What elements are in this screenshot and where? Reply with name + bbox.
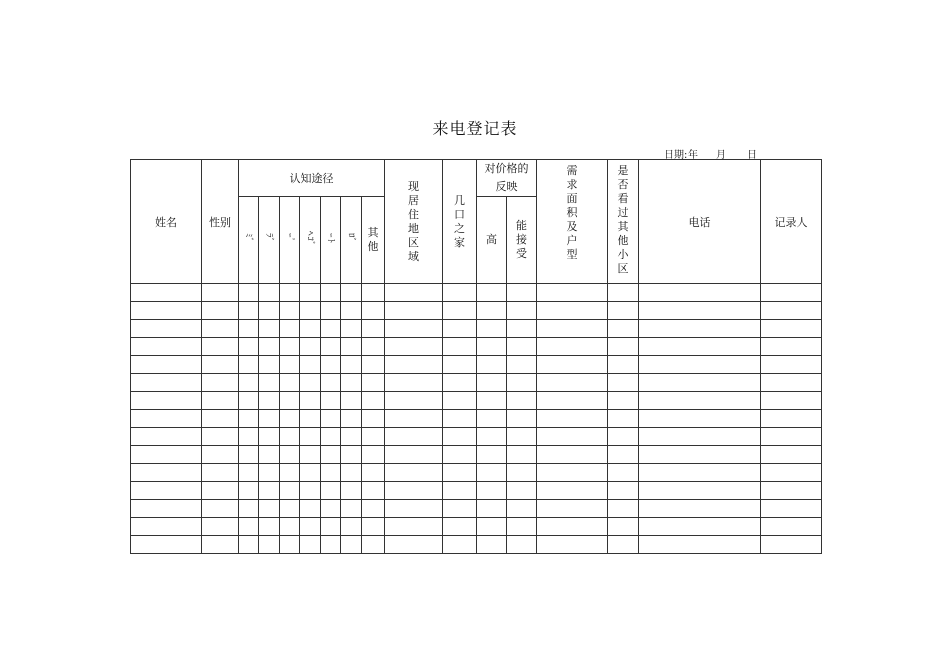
table-cell[interactable] bbox=[477, 500, 507, 518]
table-cell[interactable] bbox=[341, 518, 362, 536]
table-cell[interactable] bbox=[131, 446, 202, 464]
table-cell[interactable] bbox=[761, 428, 822, 446]
table-cell[interactable] bbox=[131, 482, 202, 500]
table-cell[interactable] bbox=[202, 446, 239, 464]
table-cell[interactable] bbox=[259, 446, 280, 464]
table-cell[interactable] bbox=[300, 518, 321, 536]
table-cell[interactable] bbox=[761, 500, 822, 518]
table-cell[interactable] bbox=[341, 482, 362, 500]
table-cell[interactable] bbox=[477, 374, 507, 392]
header-price-high: 高 bbox=[477, 197, 507, 284]
table-cell[interactable] bbox=[761, 374, 822, 392]
table-cell[interactable] bbox=[131, 500, 202, 518]
table-cell[interactable] bbox=[280, 428, 300, 446]
table-cell[interactable] bbox=[362, 302, 385, 320]
table-cell[interactable] bbox=[477, 392, 507, 410]
table-cell[interactable] bbox=[300, 284, 321, 302]
table-cell[interactable] bbox=[259, 518, 280, 536]
table-cell[interactable] bbox=[537, 284, 608, 302]
table-cell[interactable] bbox=[362, 338, 385, 356]
table-cell[interactable] bbox=[202, 356, 239, 374]
table-cell[interactable] bbox=[300, 446, 321, 464]
table-cell[interactable] bbox=[131, 410, 202, 428]
table-cell[interactable] bbox=[280, 320, 300, 338]
date-day: 日 bbox=[747, 150, 757, 161]
table-cell[interactable] bbox=[507, 410, 537, 428]
table-cell[interactable] bbox=[443, 500, 477, 518]
table-cell[interactable] bbox=[239, 482, 259, 500]
table-cell[interactable] bbox=[259, 482, 280, 500]
table-cell[interactable] bbox=[239, 410, 259, 428]
table-cell[interactable] bbox=[385, 446, 443, 464]
table-row bbox=[131, 410, 822, 428]
table-cell[interactable] bbox=[280, 392, 300, 410]
table-cell[interactable] bbox=[362, 392, 385, 410]
table-cell[interactable] bbox=[259, 536, 280, 554]
table-cell[interactable] bbox=[341, 374, 362, 392]
table-cell[interactable] bbox=[341, 284, 362, 302]
table-cell[interactable] bbox=[202, 536, 239, 554]
page-title: 来电登记表 bbox=[432, 119, 518, 138]
table-cell[interactable] bbox=[537, 464, 608, 482]
table-cell[interactable] bbox=[507, 518, 537, 536]
table-cell[interactable] bbox=[507, 464, 537, 482]
table-cell[interactable] bbox=[761, 338, 822, 356]
date-year: 年 bbox=[688, 150, 698, 161]
header-residence: 现居住地区域 bbox=[385, 160, 443, 284]
table-cell[interactable] bbox=[608, 500, 639, 518]
header-channel-4: ﾍｺﾞ bbox=[300, 197, 321, 284]
table-cell[interactable] bbox=[761, 320, 822, 338]
table-cell[interactable] bbox=[639, 428, 761, 446]
table-cell[interactable] bbox=[477, 482, 507, 500]
table-cell[interactable] bbox=[300, 392, 321, 410]
table-cell[interactable] bbox=[761, 302, 822, 320]
table-cell[interactable] bbox=[321, 518, 341, 536]
table-cell[interactable] bbox=[202, 392, 239, 410]
table-cell[interactable] bbox=[443, 338, 477, 356]
header-price-group: 对价格的反映 bbox=[477, 160, 537, 197]
date-month: 月 bbox=[716, 150, 726, 161]
table-cell[interactable] bbox=[131, 302, 202, 320]
table-cell[interactable] bbox=[321, 356, 341, 374]
table-cell[interactable] bbox=[341, 428, 362, 446]
table-row bbox=[131, 320, 822, 338]
header-channel-group: 认知途径 bbox=[239, 160, 385, 197]
table-cell[interactable] bbox=[321, 446, 341, 464]
table-cell[interactable] bbox=[321, 464, 341, 482]
table-cell[interactable] bbox=[507, 392, 537, 410]
table-body bbox=[131, 284, 822, 554]
table-cell[interactable] bbox=[639, 482, 761, 500]
table-cell[interactable] bbox=[341, 500, 362, 518]
table-cell[interactable] bbox=[385, 482, 443, 500]
table-cell[interactable] bbox=[385, 536, 443, 554]
table-cell[interactable] bbox=[202, 374, 239, 392]
table-cell[interactable] bbox=[321, 392, 341, 410]
table-cell[interactable] bbox=[608, 374, 639, 392]
table-cell[interactable] bbox=[259, 464, 280, 482]
table-cell[interactable] bbox=[341, 392, 362, 410]
table-cell[interactable] bbox=[341, 320, 362, 338]
table-row bbox=[131, 482, 822, 500]
table-cell[interactable] bbox=[239, 320, 259, 338]
table-cell[interactable] bbox=[761, 536, 822, 554]
table-cell[interactable] bbox=[639, 302, 761, 320]
table-cell[interactable] bbox=[300, 338, 321, 356]
table-cell[interactable] bbox=[239, 302, 259, 320]
table-cell[interactable] bbox=[608, 464, 639, 482]
table-cell[interactable] bbox=[131, 284, 202, 302]
table-cell[interactable] bbox=[443, 320, 477, 338]
table-cell[interactable] bbox=[321, 500, 341, 518]
table-cell[interactable] bbox=[537, 392, 608, 410]
table-cell[interactable] bbox=[608, 356, 639, 374]
table-cell[interactable] bbox=[362, 482, 385, 500]
table-cell[interactable] bbox=[639, 338, 761, 356]
table-cell[interactable] bbox=[443, 302, 477, 320]
table-cell[interactable] bbox=[280, 536, 300, 554]
table-cell[interactable] bbox=[259, 320, 280, 338]
table-cell[interactable] bbox=[761, 410, 822, 428]
table-cell[interactable] bbox=[259, 500, 280, 518]
table-row bbox=[131, 518, 822, 536]
table-cell[interactable] bbox=[608, 320, 639, 338]
table-cell[interactable] bbox=[761, 392, 822, 410]
table-cell[interactable] bbox=[477, 536, 507, 554]
table-cell[interactable] bbox=[477, 284, 507, 302]
table-cell[interactable] bbox=[239, 284, 259, 302]
header-channel-2: ﾗﾞ bbox=[259, 197, 280, 284]
table-cell[interactable] bbox=[639, 464, 761, 482]
table-cell[interactable] bbox=[202, 410, 239, 428]
table-cell[interactable] bbox=[477, 446, 507, 464]
table-cell[interactable] bbox=[639, 500, 761, 518]
table-cell[interactable] bbox=[202, 464, 239, 482]
table-cell[interactable] bbox=[443, 482, 477, 500]
table-cell[interactable] bbox=[507, 284, 537, 302]
table-cell[interactable] bbox=[507, 536, 537, 554]
table-cell[interactable] bbox=[131, 428, 202, 446]
table-cell[interactable] bbox=[443, 464, 477, 482]
table-cell[interactable] bbox=[321, 482, 341, 500]
table-cell[interactable] bbox=[341, 464, 362, 482]
table-cell[interactable] bbox=[259, 284, 280, 302]
table-cell[interactable] bbox=[202, 338, 239, 356]
table-cell[interactable] bbox=[300, 536, 321, 554]
table-cell[interactable] bbox=[280, 374, 300, 392]
table-cell[interactable] bbox=[239, 500, 259, 518]
table-cell[interactable] bbox=[507, 320, 537, 338]
table-cell[interactable] bbox=[202, 518, 239, 536]
table-cell[interactable] bbox=[280, 338, 300, 356]
table-cell[interactable] bbox=[300, 302, 321, 320]
table-cell[interactable] bbox=[280, 410, 300, 428]
table-cell[interactable] bbox=[131, 536, 202, 554]
table-cell[interactable] bbox=[443, 392, 477, 410]
table-cell[interactable] bbox=[477, 428, 507, 446]
table-cell[interactable] bbox=[537, 374, 608, 392]
table-cell[interactable] bbox=[239, 392, 259, 410]
header-visited-other: 是否看过其他小区 bbox=[608, 160, 639, 284]
table-row bbox=[131, 284, 822, 302]
table-cell[interactable] bbox=[761, 356, 822, 374]
table-cell[interactable] bbox=[131, 518, 202, 536]
table-cell[interactable] bbox=[239, 464, 259, 482]
table-cell[interactable] bbox=[639, 320, 761, 338]
table-cell[interactable] bbox=[537, 446, 608, 464]
table-cell[interactable] bbox=[385, 464, 443, 482]
table-cell[interactable] bbox=[321, 410, 341, 428]
table-cell[interactable] bbox=[280, 482, 300, 500]
table-cell[interactable] bbox=[341, 338, 362, 356]
table-cell[interactable] bbox=[280, 446, 300, 464]
table-cell[interactable] bbox=[761, 284, 822, 302]
table-cell[interactable] bbox=[362, 446, 385, 464]
table-cell[interactable] bbox=[761, 446, 822, 464]
table-cell[interactable] bbox=[385, 356, 443, 374]
table-cell[interactable] bbox=[362, 410, 385, 428]
table-row bbox=[131, 392, 822, 410]
table-row bbox=[131, 500, 822, 518]
table-cell[interactable] bbox=[239, 338, 259, 356]
table-row bbox=[131, 446, 822, 464]
table-cell[interactable] bbox=[761, 464, 822, 482]
table-cell[interactable] bbox=[321, 428, 341, 446]
table-cell[interactable] bbox=[280, 518, 300, 536]
table-cell[interactable] bbox=[362, 518, 385, 536]
table-cell[interactable] bbox=[300, 374, 321, 392]
table-cell[interactable] bbox=[608, 428, 639, 446]
table-cell[interactable] bbox=[131, 374, 202, 392]
table-cell[interactable] bbox=[341, 446, 362, 464]
table-cell[interactable] bbox=[507, 428, 537, 446]
table-cell[interactable] bbox=[385, 500, 443, 518]
table-cell[interactable] bbox=[608, 536, 639, 554]
table-cell[interactable] bbox=[259, 428, 280, 446]
table-cell[interactable] bbox=[259, 302, 280, 320]
table-cell[interactable] bbox=[300, 320, 321, 338]
table-cell[interactable] bbox=[537, 518, 608, 536]
table-cell[interactable] bbox=[131, 392, 202, 410]
table-cell[interactable] bbox=[477, 320, 507, 338]
table-cell[interactable] bbox=[321, 374, 341, 392]
table-cell[interactable] bbox=[321, 536, 341, 554]
table-cell[interactable] bbox=[537, 500, 608, 518]
table-cell[interactable] bbox=[639, 410, 761, 428]
table-cell[interactable] bbox=[639, 446, 761, 464]
table-cell[interactable] bbox=[202, 428, 239, 446]
table-cell[interactable] bbox=[443, 446, 477, 464]
table-row bbox=[131, 428, 822, 446]
table-cell[interactable] bbox=[443, 374, 477, 392]
table-cell[interactable] bbox=[239, 356, 259, 374]
table-cell[interactable] bbox=[131, 464, 202, 482]
table-cell[interactable] bbox=[131, 338, 202, 356]
table-cell[interactable] bbox=[761, 518, 822, 536]
table-cell[interactable] bbox=[321, 302, 341, 320]
table-cell[interactable] bbox=[537, 356, 608, 374]
table-cell[interactable] bbox=[362, 428, 385, 446]
table-cell[interactable] bbox=[280, 500, 300, 518]
table-cell[interactable] bbox=[537, 536, 608, 554]
table-cell[interactable] bbox=[385, 428, 443, 446]
table-cell[interactable] bbox=[477, 518, 507, 536]
table-cell[interactable] bbox=[608, 518, 639, 536]
header-recorder: 记录人 bbox=[761, 160, 822, 284]
table-cell[interactable] bbox=[385, 338, 443, 356]
table-cell[interactable] bbox=[608, 302, 639, 320]
table-row bbox=[131, 302, 822, 320]
table-cell[interactable] bbox=[239, 428, 259, 446]
header-channel-3: ｰﾟ bbox=[280, 197, 300, 284]
table-cell[interactable] bbox=[300, 410, 321, 428]
table-cell[interactable] bbox=[608, 446, 639, 464]
table-cell[interactable] bbox=[385, 302, 443, 320]
table-cell[interactable] bbox=[443, 410, 477, 428]
table-cell[interactable] bbox=[259, 356, 280, 374]
header-name: 姓名 bbox=[131, 160, 202, 284]
table-cell[interactable] bbox=[362, 284, 385, 302]
table-row bbox=[131, 356, 822, 374]
registration-table bbox=[130, 159, 822, 554]
header-channel-1: ﾐﾞ bbox=[239, 197, 259, 284]
header-price-acceptable: 能接受 bbox=[507, 197, 537, 284]
table-cell[interactable] bbox=[443, 284, 477, 302]
header-channel-6: ﾛﾞ bbox=[341, 197, 362, 284]
table-cell[interactable] bbox=[537, 482, 608, 500]
header-demand: 需求面积及户型 bbox=[537, 160, 608, 284]
table-cell[interactable] bbox=[639, 356, 761, 374]
table-cell[interactable] bbox=[507, 374, 537, 392]
table-cell[interactable] bbox=[280, 464, 300, 482]
table-cell[interactable] bbox=[321, 284, 341, 302]
table-cell[interactable] bbox=[537, 428, 608, 446]
table-cell[interactable] bbox=[639, 536, 761, 554]
table-cell[interactable] bbox=[507, 338, 537, 356]
table-cell[interactable] bbox=[280, 284, 300, 302]
table-cell[interactable] bbox=[239, 536, 259, 554]
table-cell[interactable] bbox=[259, 338, 280, 356]
table-cell[interactable] bbox=[239, 446, 259, 464]
table-cell[interactable] bbox=[608, 338, 639, 356]
table-cell[interactable] bbox=[321, 338, 341, 356]
table-cell[interactable] bbox=[131, 320, 202, 338]
table-cell[interactable] bbox=[443, 536, 477, 554]
table-cell[interactable] bbox=[608, 410, 639, 428]
table-cell[interactable] bbox=[385, 410, 443, 428]
table-cell[interactable] bbox=[507, 356, 537, 374]
table-cell[interactable] bbox=[341, 536, 362, 554]
table-cell[interactable] bbox=[362, 374, 385, 392]
table-cell[interactable] bbox=[259, 410, 280, 428]
table-cell[interactable] bbox=[537, 410, 608, 428]
table-cell[interactable] bbox=[239, 518, 259, 536]
table-cell[interactable] bbox=[639, 518, 761, 536]
date-label: 日期: bbox=[664, 150, 688, 161]
table-cell[interactable] bbox=[639, 284, 761, 302]
table-cell[interactable] bbox=[280, 302, 300, 320]
table-cell[interactable] bbox=[385, 392, 443, 410]
table-cell[interactable] bbox=[477, 302, 507, 320]
table-cell[interactable] bbox=[362, 464, 385, 482]
table-cell[interactable] bbox=[300, 356, 321, 374]
table-cell[interactable] bbox=[477, 356, 507, 374]
table-cell[interactable] bbox=[477, 464, 507, 482]
table-row bbox=[131, 464, 822, 482]
table-cell[interactable] bbox=[202, 284, 239, 302]
table-cell[interactable] bbox=[362, 500, 385, 518]
table-cell[interactable] bbox=[202, 320, 239, 338]
table-cell[interactable] bbox=[300, 482, 321, 500]
table-cell[interactable] bbox=[608, 482, 639, 500]
table-cell[interactable] bbox=[507, 482, 537, 500]
table-cell[interactable] bbox=[639, 392, 761, 410]
table-cell[interactable] bbox=[259, 392, 280, 410]
table-cell[interactable] bbox=[341, 410, 362, 428]
table-cell[interactable] bbox=[608, 284, 639, 302]
header-channel-other: 其他 bbox=[362, 197, 385, 284]
table-cell[interactable] bbox=[341, 302, 362, 320]
table-row bbox=[131, 338, 822, 356]
table-cell[interactable] bbox=[385, 518, 443, 536]
table-cell[interactable] bbox=[321, 320, 341, 338]
table-cell[interactable] bbox=[202, 302, 239, 320]
table-cell[interactable] bbox=[300, 500, 321, 518]
table-cell[interactable] bbox=[507, 302, 537, 320]
table-cell[interactable] bbox=[507, 500, 537, 518]
header-gender: 性别 bbox=[202, 160, 239, 284]
table-cell[interactable] bbox=[362, 536, 385, 554]
table-cell[interactable] bbox=[385, 320, 443, 338]
table-cell[interactable] bbox=[537, 338, 608, 356]
table-cell[interactable] bbox=[239, 374, 259, 392]
table-cell[interactable] bbox=[131, 356, 202, 374]
table-cell[interactable] bbox=[477, 410, 507, 428]
table-cell[interactable] bbox=[443, 428, 477, 446]
table-cell[interactable] bbox=[341, 356, 362, 374]
table-row bbox=[131, 536, 822, 554]
table-cell[interactable] bbox=[385, 374, 443, 392]
table-cell[interactable] bbox=[639, 374, 761, 392]
table-cell[interactable] bbox=[202, 482, 239, 500]
table-cell[interactable] bbox=[362, 356, 385, 374]
table-cell[interactable] bbox=[608, 392, 639, 410]
header-channel-5: ｰﾄ bbox=[321, 197, 341, 284]
table-cell[interactable] bbox=[385, 284, 443, 302]
header-household: 几口之家 bbox=[443, 160, 477, 284]
table-cell[interactable] bbox=[300, 464, 321, 482]
table-row bbox=[131, 374, 822, 392]
table-cell[interactable] bbox=[507, 446, 537, 464]
table-cell[interactable] bbox=[362, 320, 385, 338]
table-cell[interactable] bbox=[300, 428, 321, 446]
table-cell[interactable] bbox=[280, 356, 300, 374]
table-cell[interactable] bbox=[443, 518, 477, 536]
table-cell[interactable] bbox=[202, 500, 239, 518]
table-cell[interactable] bbox=[537, 320, 608, 338]
table-cell[interactable] bbox=[443, 356, 477, 374]
header-phone: 电话 bbox=[639, 160, 761, 284]
table-cell[interactable] bbox=[537, 302, 608, 320]
table-cell[interactable] bbox=[259, 374, 280, 392]
table-cell[interactable] bbox=[761, 482, 822, 500]
table-cell[interactable] bbox=[477, 338, 507, 356]
